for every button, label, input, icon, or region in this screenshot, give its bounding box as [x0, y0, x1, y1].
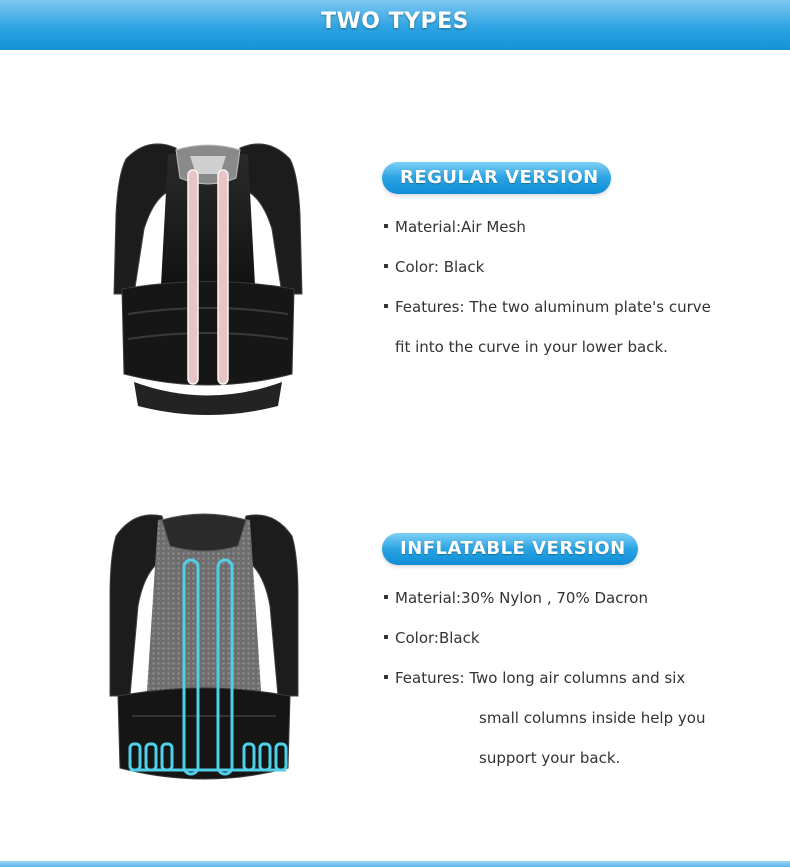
inflatable-version-badge: INFLATABLE VERSION	[382, 533, 638, 565]
inflatable-brace-image	[106, 506, 302, 788]
bullet-icon	[384, 595, 388, 599]
bullet-icon	[384, 635, 388, 639]
bullet-icon	[384, 224, 388, 228]
regular-features: Features: The two aluminum plate's curve	[384, 297, 711, 317]
bullet-icon	[384, 675, 388, 679]
regular-color: Color: Black	[384, 257, 484, 277]
inflatable-features-continued-1: small columns inside help you	[479, 709, 706, 727]
regular-features-continued: fit into the curve in your lower back.	[395, 338, 668, 356]
regular-brace-image	[108, 134, 308, 420]
inflatable-features-continued-2: support your back.	[479, 749, 621, 767]
inflatable-features: Features: Two long air columns and six	[384, 668, 685, 688]
bullet-icon	[384, 304, 388, 308]
footer-bar	[0, 861, 790, 867]
regular-material: Material:Air Mesh	[384, 217, 526, 237]
inflatable-material: Material:30% Nylon , 70% Dacron	[384, 588, 648, 608]
header-banner	[0, 0, 790, 50]
bullet-icon	[384, 264, 388, 268]
inflatable-color: Color:Black	[384, 628, 480, 648]
regular-version-badge: REGULAR VERSION	[382, 162, 611, 194]
page-title: TWO TYPES	[320, 9, 470, 34]
